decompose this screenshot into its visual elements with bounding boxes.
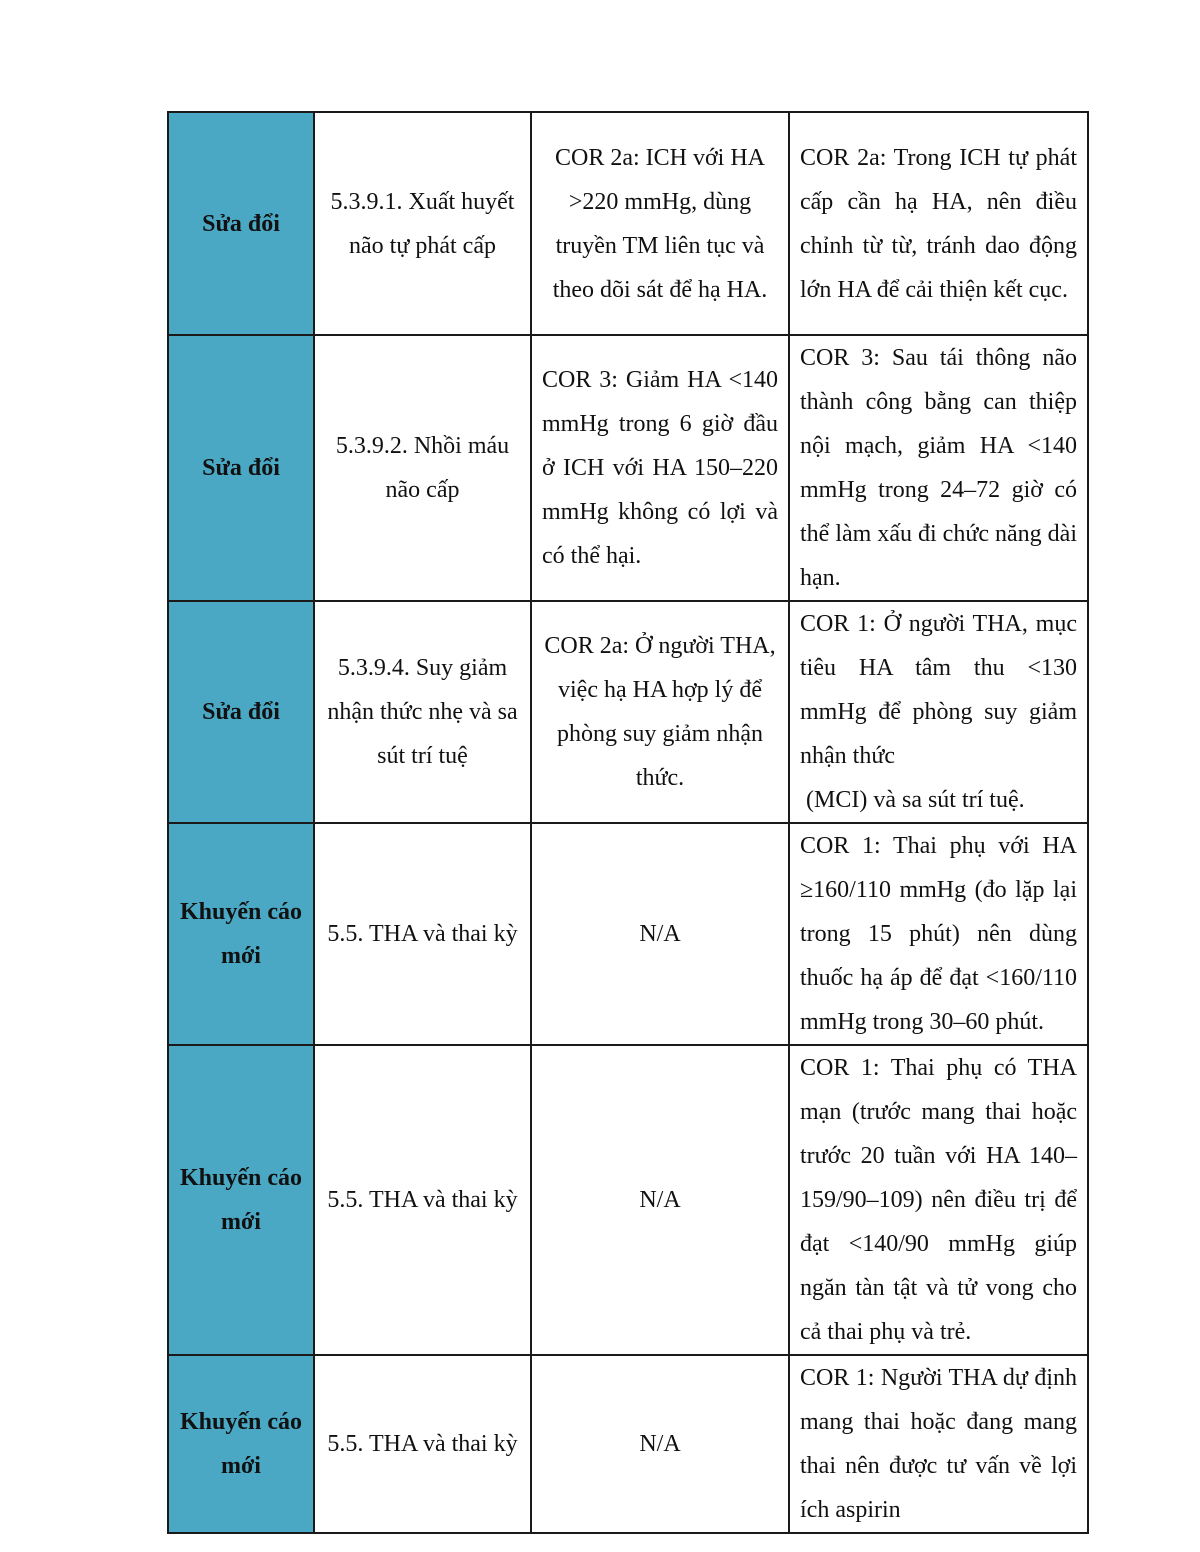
new-recommendation-cell: COR 1: Thai phụ với HA ≥160/110 mmHg (đo lặp lại trong 15 phút) nên dùng thuốc hạ áp để đạt <160/110 mmHg trong 30–60 phút.	[789, 823, 1088, 1045]
section-cell: 5.3.9.1. Xuất huyết não tự phát cấp	[314, 112, 531, 335]
table-row	[168, 601, 1088, 823]
new-recommendation-cell	[789, 601, 1088, 823]
old-recommendation-cell: N/A	[531, 1355, 789, 1533]
section-cell: 5.3.9.4. Suy giảm nhận thức nhẹ và sa sút trí tuệ	[314, 601, 531, 823]
section-cell: 5.5. THA và thai kỳ	[314, 1045, 531, 1355]
old-recommendation-cell: COR 2a: Ở người THA, việc hạ HA hợp lý để phòng suy giảm nhận thức.	[531, 601, 789, 823]
new-recommendation-text: COR 1: Ở người THA, mục tiêu HA tâm thu <130 mmHg để phòng suy giảm nhận thức	[800, 611, 1077, 769]
recommendation-table	[167, 111, 1089, 1534]
table-row	[168, 335, 1088, 601]
category-cell: Khuyến cáo mới	[168, 823, 314, 1045]
category-cell: Khuyến cáo mới	[168, 1045, 314, 1355]
table-row	[168, 823, 1088, 1045]
section-cell: 5.3.9.2. Nhồi máu não cấp	[314, 335, 531, 601]
old-recommendation-cell: COR 3: Giảm HA <140 mmHg trong 6 giờ đầu ở ICH với HA 150–220 mmHg không có lợi và có thể hại.	[531, 335, 789, 601]
new-recommendation-cell: COR 1: Người THA dự định mang thai hoặc đang mang thai nên được tư vấn về lợi ích aspirin	[789, 1355, 1088, 1533]
category-cell: Sửa đổi	[168, 335, 314, 601]
new-recommendation-cell: COR 3: Sau tái thông não thành công bằng can thiệp nội mạch, giảm HA <140 mmHg trong 24–72 giờ có thể làm xấu đi chức năng dài hạn.	[789, 335, 1088, 601]
category-cell: Sửa đổi	[168, 112, 314, 335]
category-cell: Khuyến cáo mới	[168, 1355, 314, 1533]
new-recommendation-text-continued: (MCI) và sa sút trí tuệ.	[806, 787, 1025, 813]
new-recommendation-cell: COR 2a: Trong ICH tự phát cấp cần hạ HA, nên điều chỉnh từ từ, tránh dao động lớn HA để cải thiện kết cục.	[789, 112, 1088, 335]
category-cell: Sửa đổi	[168, 601, 314, 823]
old-recommendation-cell: COR 2a: ICH với HA >220 mmHg, dùng truyền TM liên tục và theo dõi sát để hạ HA.	[531, 112, 789, 335]
old-recommendation-cell: N/A	[531, 1045, 789, 1355]
old-recommendation-cell: N/A	[531, 823, 789, 1045]
table-row	[168, 112, 1088, 335]
new-recommendation-cell: COR 1: Thai phụ có THA mạn (trước mang thai hoặc trước 20 tuần với HA 140–159/90–109) nên điều trị để đạt <140/90 mmHg giúp ngăn tàn tật và tử vong cho cả thai phụ và trẻ.	[789, 1045, 1088, 1355]
section-cell: 5.5. THA và thai kỳ	[314, 1355, 531, 1533]
section-cell: 5.5. THA và thai kỳ	[314, 823, 531, 1045]
table-row	[168, 1355, 1088, 1533]
table-row	[168, 1045, 1088, 1355]
